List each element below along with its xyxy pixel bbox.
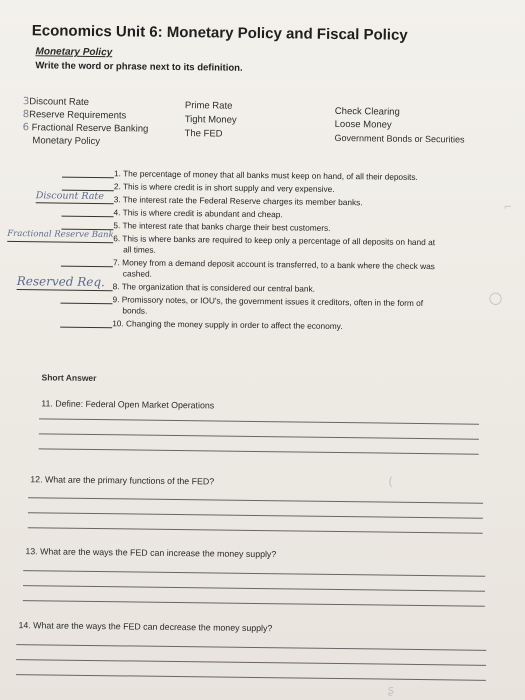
stray-tick-mark: ⌐ bbox=[503, 201, 513, 214]
handwritten-answer: Reserved Req. bbox=[16, 274, 105, 290]
word-label: Discount Rate bbox=[29, 96, 90, 108]
definition-text: This is where credit is in short supply and very expensive. bbox=[122, 181, 335, 194]
handwritten-number: 3 bbox=[22, 96, 30, 108]
stray-paren-mark: ( bbox=[388, 474, 394, 489]
definition-continuation: all times. bbox=[123, 244, 156, 255]
definition-number: 6. bbox=[113, 233, 121, 244]
definition-item bbox=[113, 220, 330, 233]
answer-line[interactable] bbox=[16, 659, 486, 666]
answer-line[interactable] bbox=[39, 448, 479, 454]
definition-number: 7. bbox=[112, 257, 120, 268]
definition-text: Money from a demand deposit account is transferred, to a bank where the check was bbox=[122, 257, 435, 272]
definition-item bbox=[114, 168, 418, 182]
handwritten-number: 6 bbox=[22, 122, 30, 134]
page-title: Economics Unit 6: Monetary Policy and Fiscal Policy bbox=[31, 22, 408, 44]
definition-number: 2. bbox=[113, 181, 121, 192]
question-14: 14. What are the ways the FED can decrease the money supply? bbox=[18, 620, 273, 634]
answer-blank[interactable] bbox=[60, 327, 112, 329]
answer-blank[interactable] bbox=[62, 216, 114, 218]
instructions: Write the word or phrase next to its definition. bbox=[35, 60, 243, 74]
definition-number: 3. bbox=[113, 194, 121, 205]
definition-item bbox=[113, 281, 315, 293]
answer-line[interactable] bbox=[16, 644, 486, 651]
answer-line[interactable] bbox=[28, 527, 483, 534]
handwritten-answer: Discount Rate bbox=[35, 190, 104, 203]
word-label: Fractional Reserve Banking bbox=[31, 122, 149, 135]
word-bank-item: Loose Money bbox=[334, 118, 392, 131]
stray-circle-mark: ○ bbox=[488, 287, 503, 307]
word-bank-item bbox=[23, 109, 127, 121]
word-bank-item: Check Clearing bbox=[334, 105, 400, 118]
answer-line[interactable] bbox=[39, 418, 479, 424]
question-13: 13. What are the ways the FED can increase the money supply? bbox=[25, 546, 277, 560]
word-bank-item bbox=[23, 122, 149, 135]
definition-text: Changing the money supply in order to affect the economy. bbox=[126, 318, 343, 332]
definition-text: This is where banks are required to keep only a percentage of all deposits on hand at bbox=[122, 233, 436, 248]
word-bank-item: Prime Rate bbox=[184, 100, 233, 112]
answer-blank[interactable] bbox=[61, 266, 113, 268]
definition-item bbox=[114, 194, 363, 207]
definition-text: Promissory notes, or IOU's, the government issues it creditors, often in the form of bbox=[121, 294, 424, 309]
answer-line[interactable] bbox=[28, 512, 483, 519]
answer-line[interactable] bbox=[28, 497, 483, 504]
stray-s-mark: ʂ bbox=[387, 682, 395, 697]
answer-line[interactable] bbox=[39, 433, 479, 439]
definition-item bbox=[112, 294, 423, 308]
definition-text: The interest rate that banks charge their best customers. bbox=[122, 220, 331, 233]
section-subtitle: Monetary Policy bbox=[35, 46, 113, 59]
answer-line[interactable] bbox=[23, 585, 485, 592]
definition-item bbox=[114, 181, 335, 194]
answer-blank[interactable] bbox=[17, 289, 113, 291]
definition-text: This is where credit is abundant and cheap. bbox=[122, 207, 283, 220]
definition-number: 9. bbox=[112, 294, 120, 305]
definition-number: 4. bbox=[113, 207, 121, 218]
definition-number: 5. bbox=[113, 220, 121, 231]
word-bank-item bbox=[23, 96, 89, 108]
word-label: Reserve Requirements bbox=[29, 109, 127, 122]
definition-text: The interest rate the Federal Reserve charges its member banks. bbox=[122, 194, 363, 208]
short-answer-heading: Short Answer bbox=[41, 372, 97, 384]
word-bank-item: The FED bbox=[184, 128, 223, 140]
word-label: Monetary Policy bbox=[32, 135, 101, 148]
definition-number: 1. bbox=[114, 168, 122, 179]
handwritten-answer: Fractional Reserve Bank bbox=[7, 228, 114, 241]
definition-item bbox=[112, 318, 342, 331]
definition-text: The organization that is considered our central bank. bbox=[121, 281, 316, 294]
question-11: 11. Define: Federal Open Market Operations bbox=[41, 398, 215, 411]
answer-blank[interactable] bbox=[60, 303, 112, 305]
definition-item bbox=[114, 207, 283, 219]
definition-number: 8. bbox=[112, 281, 120, 292]
definition-text: The percentage of money that all banks must keep on hand, of all their deposits. bbox=[123, 168, 418, 182]
definition-item bbox=[113, 257, 435, 271]
question-12: 12. What are the primary functions of the FED? bbox=[30, 474, 215, 487]
word-bank-item: Government Bonds or Securities bbox=[334, 132, 465, 145]
word-bank-item: Tight Money bbox=[184, 114, 237, 126]
definition-item bbox=[113, 233, 435, 247]
answer-blank[interactable] bbox=[62, 177, 114, 179]
word-bank-item bbox=[32, 135, 100, 147]
answer-line[interactable] bbox=[16, 674, 486, 681]
answer-line[interactable] bbox=[23, 570, 485, 577]
answer-line[interactable] bbox=[23, 600, 485, 607]
definition-continuation: cashed. bbox=[122, 268, 152, 279]
definition-continuation: bonds. bbox=[122, 305, 148, 316]
handwritten-number: 8 bbox=[22, 109, 30, 121]
answer-blank[interactable] bbox=[7, 241, 113, 243]
answer-blank[interactable] bbox=[36, 202, 114, 204]
definition-number: 10. bbox=[112, 318, 124, 329]
worksheet-page bbox=[6, 14, 514, 700]
